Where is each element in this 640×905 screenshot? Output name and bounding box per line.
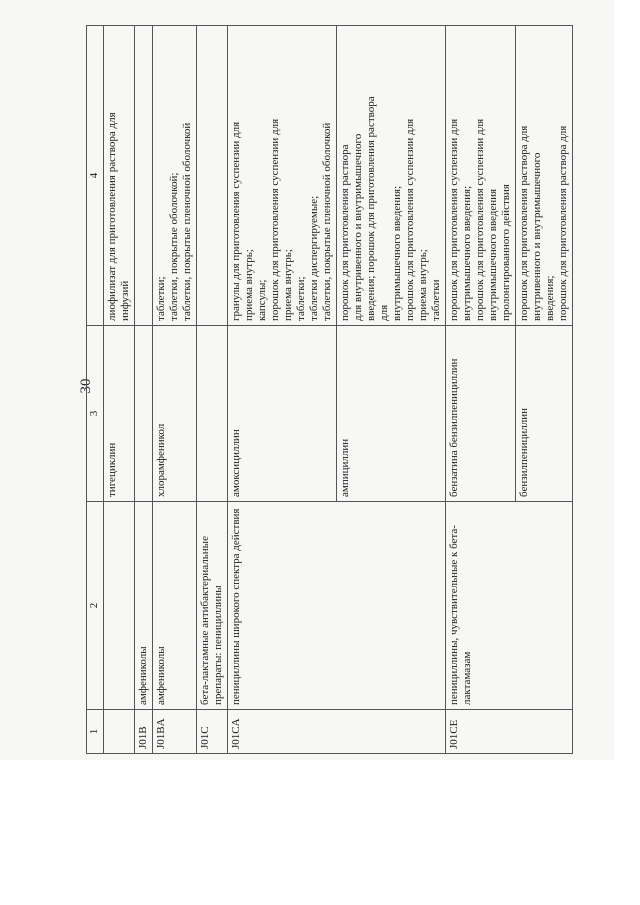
drug-name: амоксициллин	[228, 326, 337, 502]
dosage-forms: порошок для приготовления раствора для внутривенного и внутримышечного введения; порошок для приготовления раствора для	[516, 26, 573, 326]
dosage-forms	[197, 26, 228, 326]
table-row	[104, 26, 135, 754]
group-name: пенициллины широкого спектра действия	[228, 502, 446, 710]
dosage-forms: гранулы для приготовления суспензии для приема внутрь; капсулы; порошок для приготовления суспензии для приема внутрь; таблетки; таблетки диспергируемые; таблетки, покрытые пленочной оболочкой	[228, 26, 337, 326]
table-row	[153, 26, 197, 754]
drug-name	[197, 326, 228, 502]
header-col-1: 1	[87, 710, 104, 754]
group-name: амфениколы	[135, 502, 153, 710]
group-name	[104, 502, 135, 710]
group-name: амфениколы	[153, 502, 197, 710]
atc-code	[104, 710, 135, 754]
drug-name: бензилпенициллин	[516, 326, 573, 502]
atc-code: J01BA	[153, 710, 197, 754]
table-row	[197, 26, 228, 754]
table-row	[228, 26, 337, 754]
header-row	[87, 26, 104, 754]
drug-name	[135, 326, 153, 502]
drug-name: ампициллин	[337, 326, 446, 502]
dosage-forms: порошок для приготовления раствора для внутривенного и внутримышечного введения; порошок для приготовления раствора для внутримышечного введения; порошок для приготовления суспензии для приема внутрь; таблетки	[337, 26, 446, 326]
atc-code: J01CA	[228, 710, 446, 754]
table-row	[446, 26, 516, 754]
atc-code: J01C	[197, 710, 228, 754]
dosage-forms: порошок для приготовления суспензии для внутримышечного введения; порошок для приготовления суспензии для внутримышечного введения пролонгированного действия	[446, 26, 516, 326]
dosage-forms	[135, 26, 153, 326]
header-col-3: 3	[87, 326, 104, 502]
header-col-2: 2	[87, 502, 104, 710]
table-row	[135, 26, 153, 754]
group-name: бета-лактамные антибактериальные препараты: пенициллины	[197, 502, 228, 710]
page-number: 30	[78, 378, 94, 394]
drug-name: бензатина бензилпенициллин	[446, 326, 516, 502]
atc-code: J01CE	[446, 710, 573, 754]
drug-classification-table	[86, 25, 573, 754]
header-col-4: 4	[87, 26, 104, 326]
dosage-forms: лиофилизат для приготовления раствора для инфузий	[104, 26, 135, 326]
dosage-forms: таблетки; таблетки, покрытые оболочкой; таблетки, покрытые пленочной оболочкой	[153, 26, 197, 326]
rotated-table-wrapper	[86, 26, 569, 754]
drug-name: тигециклин	[104, 326, 135, 502]
atc-code: J01B	[135, 710, 153, 754]
drug-name: хлорамфеникол	[153, 326, 197, 502]
group-name: пенициллины, чувствительные к бета- лактамазам	[446, 502, 573, 710]
